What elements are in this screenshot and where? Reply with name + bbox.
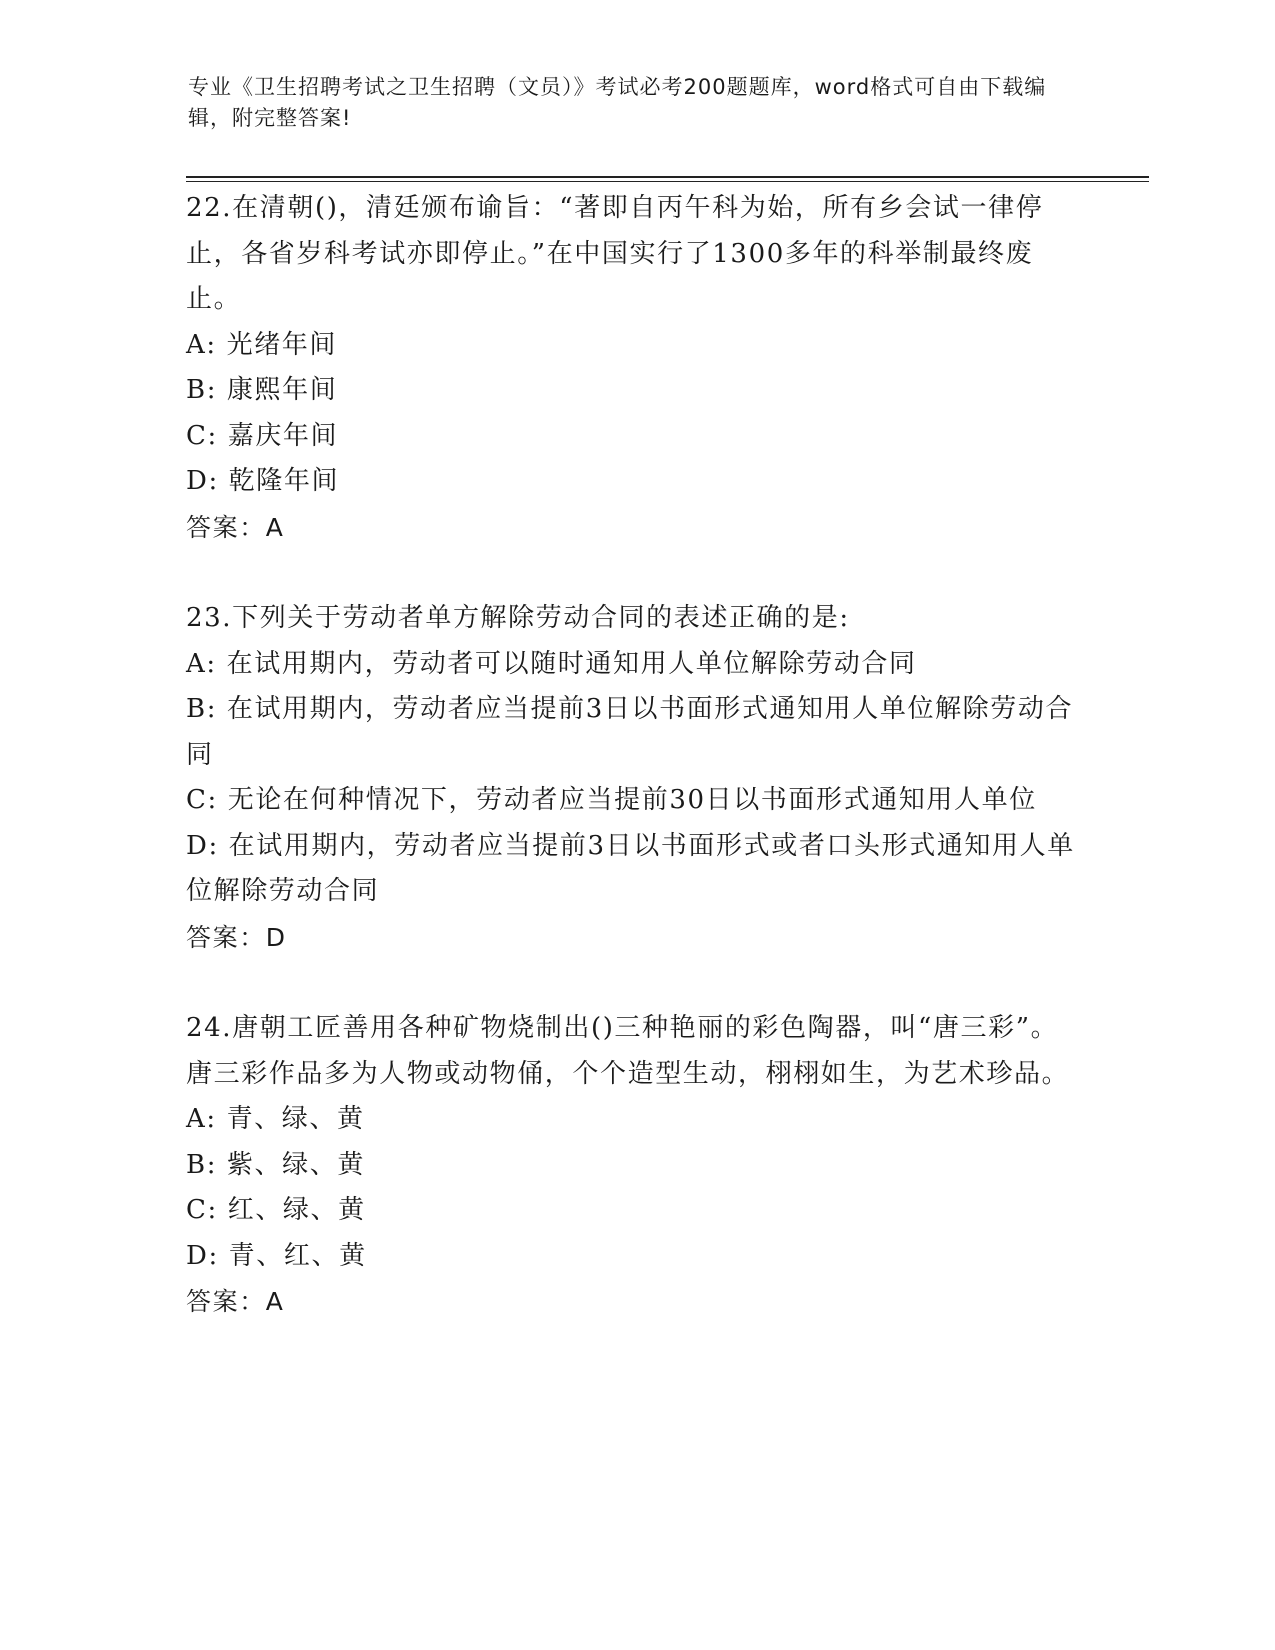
question-23 xyxy=(186,596,1076,960)
question-24 xyxy=(186,1006,1076,1325)
document-header: 专业《卫生招聘考试之卫生招聘（文员）》考试必考200题题库，word格式可自由下载编辑，附完整答案! xyxy=(188,75,1047,130)
option-b: B: 在试用期内，劳动者应当提前3日以书面形式通知用人单位解除劳动合同 xyxy=(186,694,1074,770)
question-list xyxy=(186,186,1076,1325)
option-c: C: 无论在何种情况下，劳动者应当提前30日以书面形式通知用人单位 xyxy=(186,785,1037,815)
option-a: A: 青、绿、黄 xyxy=(186,1104,365,1134)
option-b: B: 康熙年间 xyxy=(186,375,338,405)
option-a: A: 在试用期内，劳动者可以随时通知用人单位解除劳动合同 xyxy=(186,648,917,679)
option-a: A: 光绪年间 xyxy=(186,329,338,360)
header-divider-thick xyxy=(186,176,1149,178)
question-stem: 24.唐朝工匠善用各种矿物烧制出()三种艳丽的彩色陶器，叫“唐三彩”。唐三彩作品多为人物或动物俑，个个造型生动，栩栩如生，为艺术珍品。 xyxy=(186,1013,1070,1089)
option-d: D: 在试用期内，劳动者应当提前3日以书面形式或者口头形式通知用人单位解除劳动合同 xyxy=(186,830,1075,906)
option-b: B: 紫、绿、黄 xyxy=(186,1149,365,1180)
header-divider-thin xyxy=(186,181,1149,182)
option-c: C: 嘉庆年间 xyxy=(186,420,339,451)
answer-line: 答案：D xyxy=(186,922,287,952)
answer-line: 答案：A xyxy=(186,1287,285,1316)
question-stem: 22.在清朝()，清廷颁布谕旨：“著即自丙午科为始，所有乡会试一律停止，各省岁科考试亦即停止。”在中国实行了1300多年的科举制最终废止。 xyxy=(186,193,1044,314)
question-22 xyxy=(186,186,1076,550)
option-d: D: 乾隆年间 xyxy=(186,466,340,496)
answer-line: 答案：A xyxy=(186,512,285,542)
question-stem: 23.下列关于劳动者单方解除劳动合同的表述正确的是: xyxy=(186,603,850,633)
option-c: C: 红、绿、黄 xyxy=(186,1195,366,1225)
option-d: D: 青、红、黄 xyxy=(186,1240,367,1271)
